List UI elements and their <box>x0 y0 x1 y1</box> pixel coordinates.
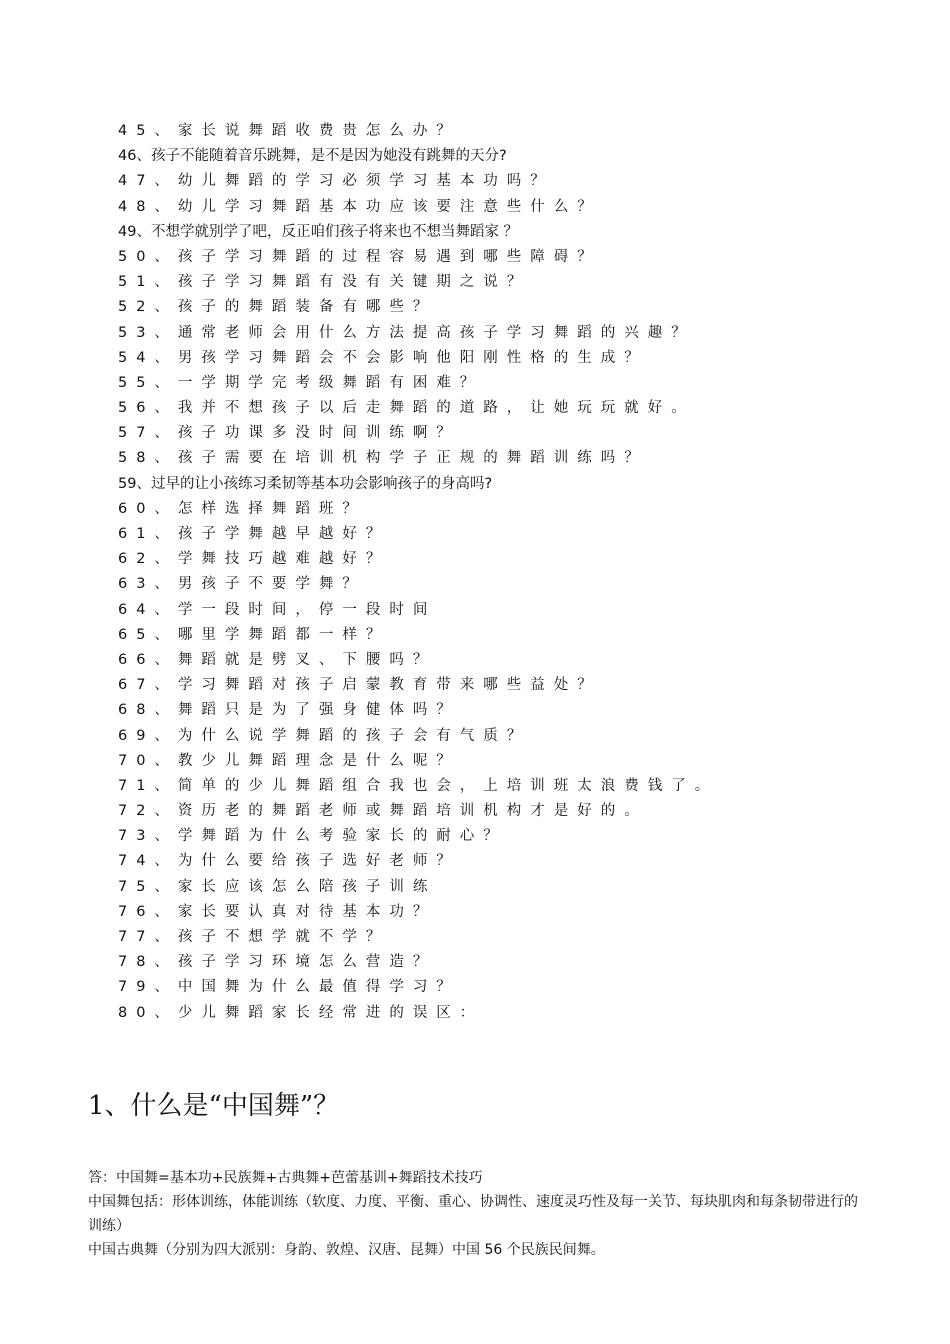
section-heading: 1、什么是“中国舞”？ <box>88 1091 340 1121</box>
question-text: 80、少儿舞蹈家长经常进的误区： <box>118 1004 484 1021</box>
question-text: 45、家长说舞蹈收费贵怎么办？ <box>118 123 460 139</box>
question-text: 46、孩子不能随着音乐跳舞，是不是因为她没有跳舞的天分? <box>118 148 507 165</box>
list-item <box>118 396 858 421</box>
question-text: 76、家长要认真对待基本功？ <box>118 903 437 920</box>
question-text: 74、为什么要给孩子选好老师？ <box>118 853 460 870</box>
question-text: 53、通常老师会用什么方法提高孩子学习舞蹈的兴趣？ <box>118 324 695 341</box>
list-item <box>118 598 858 623</box>
question-text: 70、教少儿舞蹈理念是什么呢？ <box>118 752 460 769</box>
list-item <box>118 849 858 874</box>
question-text: 73、学舞蹈为什么考验家长的耐心？ <box>118 828 507 845</box>
list-item <box>118 346 858 371</box>
list-item <box>118 522 858 547</box>
list-item <box>118 169 858 194</box>
list-item <box>118 119 858 144</box>
question-text: 59、过早的让小孩练习柔韧等基本功会影响孩子的身高吗? <box>118 475 493 492</box>
question-text: 63、男孩子不要学舞？ <box>118 576 366 593</box>
question-text: 62、学舞技巧越难越好？ <box>118 551 390 568</box>
question-text: 58、孩子需要在培训机构学子正规的舞蹈训练吗？ <box>118 450 648 467</box>
question-text: 68、舞蹈只是为了强身健体吗？ <box>118 702 460 719</box>
question-text: 50、孩子学习舞蹈的过程容易遇到哪些障碍？ <box>118 248 601 265</box>
list-item <box>118 774 858 799</box>
question-text: 56、我并不想孩子以后走舞蹈的道路，让她玩玩就好。 <box>118 400 695 417</box>
list-item <box>118 270 858 295</box>
list-item <box>118 572 858 597</box>
list-item <box>118 724 858 749</box>
question-text: 48、幼儿学习舞蹈基本功应该要注意些什么？ <box>118 198 601 215</box>
list-item <box>118 497 858 522</box>
list-item <box>118 220 858 245</box>
question-text: 52、孩子的舞蹈装备有哪些？ <box>118 299 437 316</box>
list-item <box>118 749 858 774</box>
list-item <box>118 421 858 446</box>
question-text: 72、资历老的舞蹈老师或舞蹈培训机构才是好的。 <box>118 803 648 820</box>
list-item <box>118 975 858 1000</box>
list-item <box>118 925 858 950</box>
question-text: 69、为什么说学舞蹈的孩子会有气质？ <box>118 727 531 744</box>
question-text: 65、哪里学舞蹈都一样？ <box>118 626 390 643</box>
question-text: 66、舞蹈就是劈叉、下腰吗？ <box>118 651 437 668</box>
question-text: 51、孩子学习舞蹈有没有关键期之说？ <box>118 274 531 291</box>
list-item <box>118 673 858 698</box>
list-item <box>118 824 858 849</box>
question-list <box>118 119 858 1026</box>
content-paragraph: 中国古典舞（分别为四大派别：身韵、敦煌、汉唐、昆舞）中国 56 个民族民间舞。 <box>88 1242 605 1258</box>
answer-paragraph: 答：中国舞=基本功+民族舞+古典舞+芭蕾基训+舞蹈技术技巧 <box>88 1170 483 1186</box>
question-text: 61、孩子学舞越早越好？ <box>118 526 390 542</box>
list-item <box>118 623 858 648</box>
list-item <box>118 245 858 270</box>
question-text: 54、男孩学习舞蹈会不会影响他阳刚性格的生成？ <box>118 349 648 366</box>
section-body <box>88 1166 863 1262</box>
question-text: 57、孩子功课多没时间训练啊？ <box>118 425 460 442</box>
list-item <box>118 547 858 572</box>
list-item <box>118 875 858 900</box>
list-item <box>118 144 858 169</box>
list-item <box>118 295 858 320</box>
question-text: 60、怎样选择舞蹈班？ <box>118 500 366 517</box>
question-text: 49、不想学就别学了吧，反正咱们孩子将来也不想当舞蹈家 ？ <box>118 223 519 240</box>
content-paragraph: 中国舞包括：形体训练，体能训练（软度、力度、平衡、重心、协调性、速度灵巧性及每一关节、每块肌肉和每条韧带进行的训练） <box>88 1194 858 1234</box>
question-text: 67、学习舞蹈对孩子启蒙教育带来哪些益处？ <box>118 677 601 694</box>
question-text: 64、学一段时间，停一段时间 <box>118 601 437 618</box>
question-text: 79、中国舞为什么最值得学习？ <box>118 979 460 996</box>
list-item <box>118 321 858 346</box>
list-item <box>118 446 858 471</box>
list-item <box>118 900 858 925</box>
question-text: 55、一学期学完考级舞蹈有困难？ <box>118 374 484 391</box>
question-text: 77、孩子不想学就不学？ <box>118 929 390 945</box>
list-item <box>118 1001 858 1026</box>
question-text: 75、家长应该怎么陪孩子训练 <box>118 878 437 895</box>
question-text: 71、简单的少儿舞蹈组合我也会，上培训班太浪费钱了。 <box>118 777 719 794</box>
question-text: 78、孩子学习环境怎么营造？ <box>118 954 437 971</box>
list-item <box>118 950 858 975</box>
list-item <box>118 472 858 497</box>
question-text: 47、幼儿舞蹈的学习必须学习基本功吗？ <box>118 173 554 190</box>
list-item <box>118 371 858 396</box>
list-item <box>118 195 858 220</box>
list-item <box>118 648 858 673</box>
list-item <box>118 698 858 723</box>
list-item <box>118 799 858 824</box>
